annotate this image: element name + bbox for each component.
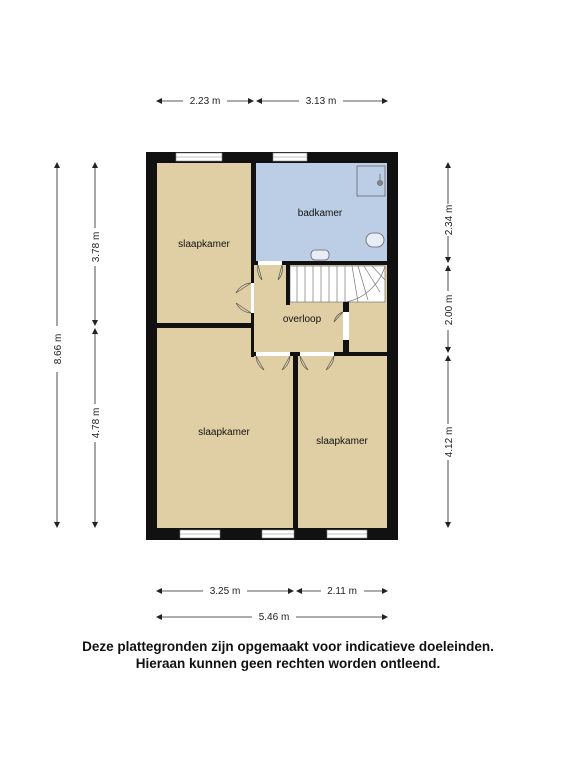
staircase: [290, 266, 385, 302]
dim-bottom-total: 5.46 m: [258, 612, 290, 623]
dim-bottom-right: 2.11 m: [327, 586, 357, 597]
dim-left-total: 8.66 m: [53, 333, 64, 365]
dim-bottom-left: 3.25 m: [209, 586, 241, 597]
dim-right-upper: 2.34 m: [444, 204, 455, 236]
dim-right-lower: 4.12 m: [444, 426, 455, 458]
dim-left-upper: 3.78 m: [91, 231, 102, 263]
label-bedroom-top-left: slaapkamer: [178, 239, 230, 250]
dim-top-left: 2.23 m: [189, 96, 221, 107]
sink-icon: [311, 250, 329, 260]
dim-left-lower: 4.78 m: [91, 407, 102, 439]
shower-head-icon: [378, 181, 383, 186]
label-landing: overloop: [282, 314, 322, 325]
disclaimer-line-1: Deze plattegronden zijn opgemaakt voor indicatieve doeleinden.: [82, 639, 494, 654]
label-bedroom-bottom-right: slaapkamer: [316, 436, 368, 447]
label-bedroom-bottom-left: slaapkamer: [198, 427, 250, 438]
toilet-icon: [366, 233, 384, 247]
disclaimer: [0, 638, 576, 672]
disclaimer-line-2: Hieraan kunnen geen rechten worden ontleend.: [135, 656, 441, 671]
label-bathroom: badkamer: [297, 208, 343, 219]
dim-top-right: 3.13 m: [305, 96, 337, 107]
dim-right-middle: 2.00 m: [444, 294, 455, 326]
